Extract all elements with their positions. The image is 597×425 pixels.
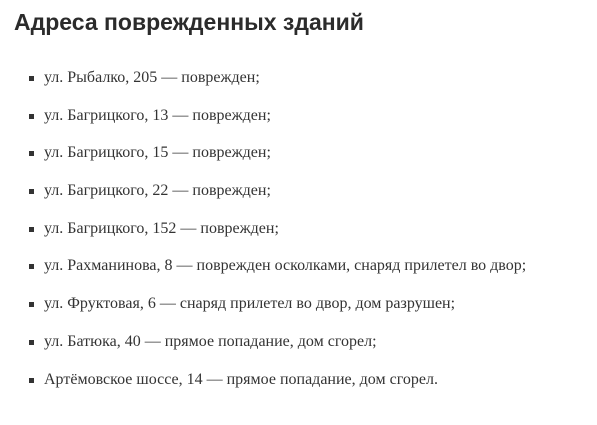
list-item <box>0 366 526 404</box>
list-item-text: ул. Фруктовая, 6 — снаряд прилетел во двор, дом разрушен; <box>44 295 456 313</box>
square-bullet-icon <box>29 114 34 119</box>
square-bullet-icon <box>29 76 34 81</box>
square-bullet-icon <box>29 340 34 345</box>
list-item-text: ул. Багрицкого, 15 — поврежден; <box>44 144 271 162</box>
square-bullet-icon <box>29 189 34 194</box>
square-bullet-icon <box>29 264 34 269</box>
list-item <box>0 139 526 177</box>
list-item <box>0 290 526 328</box>
list-item-text: ул. Багрицкого, 13 — поврежден; <box>44 106 271 124</box>
square-bullet-icon <box>29 302 34 307</box>
list-item-text: Артёмовское шоссе, 14 — прямое попадание, дом сгорел. <box>44 370 438 388</box>
list-item-text: ул. Багрицкого, 152 — поврежден; <box>44 219 279 237</box>
list-item <box>0 177 526 215</box>
list-item <box>0 102 526 140</box>
list-item-text: ул. Багрицкого, 22 — поврежден; <box>44 182 271 200</box>
list-item <box>0 328 526 366</box>
list-item <box>0 64 526 102</box>
address-list <box>0 64 526 403</box>
list-item-text: ул. Рыбалко, 205 — поврежден; <box>44 69 260 86</box>
list-item-text: ул. Рахманинова, 8 — поврежден осколками, снаряд прилетел во двор; <box>44 257 527 275</box>
page-title: Адреса поврежденных зданий <box>14 9 364 35</box>
square-bullet-icon <box>29 227 34 232</box>
list-item <box>0 252 526 290</box>
list-item <box>0 215 526 253</box>
square-bullet-icon <box>29 151 34 156</box>
list-item-text: ул. Батюка, 40 — прямое попадание, дом сгорел; <box>44 332 377 350</box>
square-bullet-icon <box>29 378 34 383</box>
